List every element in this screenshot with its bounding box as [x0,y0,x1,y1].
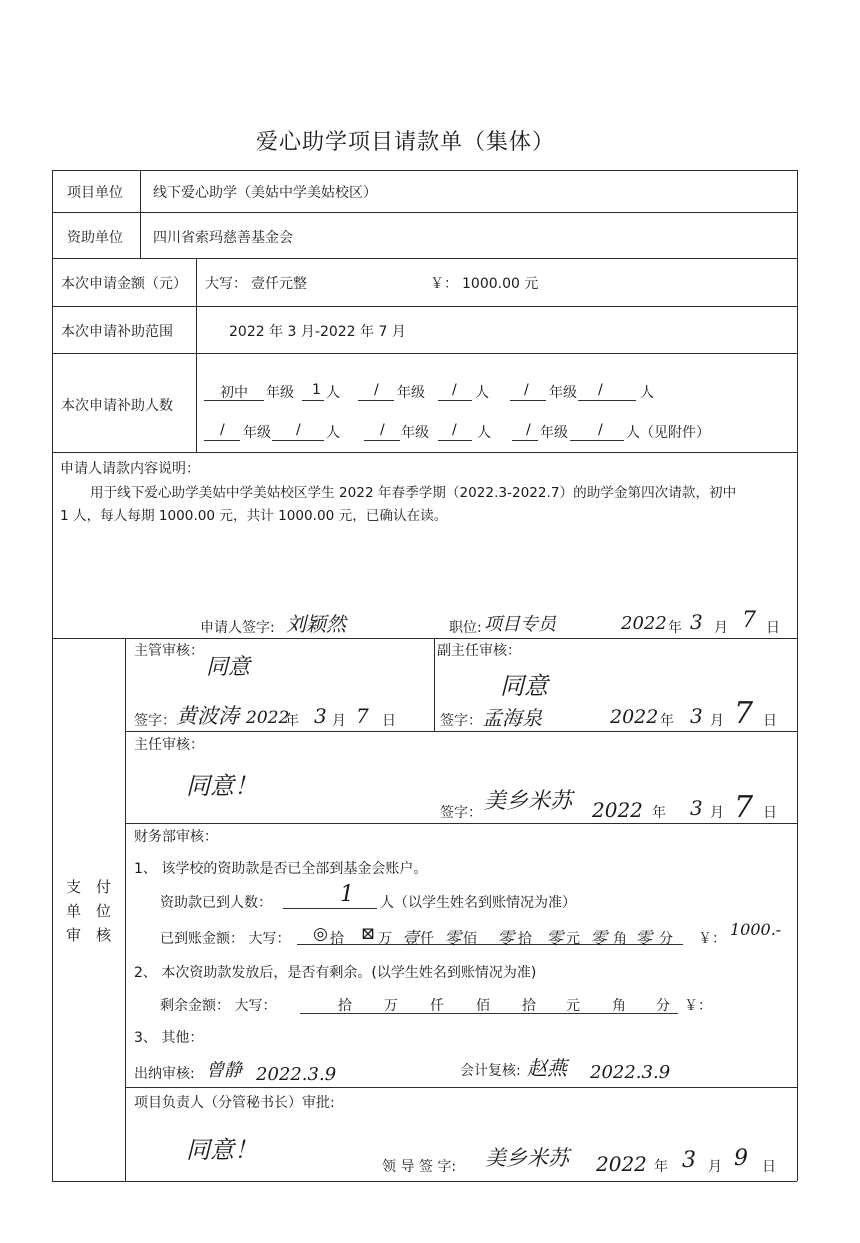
grade-word: 年级 [243,425,271,441]
received-count-value: 1 [340,882,354,907]
grade-value: 初中 [220,385,248,401]
mid-column-divider [434,638,435,731]
row-divider [52,638,797,639]
grade-word: 年级 [401,425,429,441]
side-label-char: 付 [96,878,112,896]
amount-uppercase: 壹仟元整 [251,276,307,292]
supervisor-month: 3 [314,704,327,728]
explanation-label: 申请人请款内容说明： [60,461,200,477]
count-value: 1 [312,382,321,398]
project-unit-value: 线下爱心助学（美姑中学美姑校区） [153,185,377,201]
grade-underline [510,400,546,401]
row-divider [125,823,797,824]
director-sign-label: 签字： [440,805,482,821]
applicant-month: 3 [690,610,703,634]
explanation-line2: 1 人，每人每期 1000.00 元，共计 1000.00 元，已确认在读。 [60,508,448,524]
supervisor-signature: 黄波涛 [176,704,239,728]
supervisor-year: 2022 [246,708,290,728]
arrived-unit: 仟 [420,931,434,947]
remain-amount-label: 剩余金额： 大写： [160,998,277,1014]
approval-year: 2022 [596,1152,647,1176]
day-unit: 日 [382,713,396,729]
director-day: 7 [734,790,754,825]
arrived-digit: ⊠ [361,924,376,944]
accountant-label: 会计复核: [460,1063,521,1079]
row-divider [125,731,797,732]
deputy-day: 7 [734,696,754,731]
cashier-label: 出纳审核: [134,1066,195,1082]
table-border-top [52,170,797,171]
arrived-digit: 零 [546,929,563,949]
month-unit: 月 [710,713,724,729]
row-divider [52,353,797,354]
month-unit: 月 [332,713,346,729]
supervisor-sign-label: 签字： [134,713,176,729]
table-border-right [797,170,798,1181]
accountant-signature: 赵燕 [527,1056,567,1080]
count-value: / [452,382,457,398]
cashier-signature: 曾静 [206,1060,242,1081]
grade-value: / [374,382,379,398]
day-unit: 日 [763,713,777,729]
received-count-suffix: 人（以学生姓名到账情况为准） [380,895,576,911]
table-border-left [52,170,53,1181]
approval-month: 3 [682,1148,696,1173]
grade-underline [204,400,264,401]
person-word: 人 [475,385,489,401]
supervisor-label: 主管审核： [134,643,204,659]
person-word: 人 [326,425,340,441]
arrived-amount-label: 已到账金额： 大写： [160,931,291,947]
see-attachment: （见附件） [640,425,710,441]
director-label: 主任审核： [134,737,204,753]
side-label-char: 核 [96,926,112,944]
deputy-comment: 同意 [500,672,548,700]
side-column-divider [125,638,126,1181]
side-label-char: 位 [96,902,112,920]
grade-value: / [524,382,529,398]
remain-unit: 角 [612,998,626,1014]
arrived-yen-label: ￥： [698,931,726,947]
arrived-unit: 拾 [330,931,344,947]
received-count-label: 资助款已到人数： [160,895,272,911]
year-unit: 年 [285,713,299,729]
arrived-digit: 零 [635,929,652,949]
year-unit: 年 [660,713,674,729]
applicant-day: 7 [742,608,756,633]
applicant-year: 2022 [621,613,667,634]
label-column-divider [140,170,141,258]
count-underline [578,400,636,401]
row-divider [52,258,797,259]
year-unit: 年 [668,620,682,636]
accountant-date: 2022.3.9 [590,1062,671,1083]
grade-value: / [220,422,225,438]
deputy-month: 3 [690,704,703,728]
arrived-unit: 拾 [518,931,532,947]
grade-word: 年级 [266,385,294,401]
day-unit: 日 [763,805,777,821]
remain-unit: 仟 [430,998,444,1014]
supervisor-day: 7 [356,704,369,728]
arrived-digit: 零 [444,929,461,949]
label-column-divider [196,258,197,452]
supervisor-comment: 同意 [206,655,251,680]
grade-word: 年级 [549,385,577,401]
explanation-line1: 用于线下爱心助学美姑中学美姑校区学生 2022 年春季学期（2022.3-2022.7）的助学金第四次请款，初中 [90,485,737,501]
remain-unit: 万 [384,998,398,1014]
side-label-char: 单 [66,902,82,920]
headcount-label: 本次申请补助人数 [61,398,173,414]
count-underline [438,400,472,401]
grade-word: 年级 [540,425,568,441]
count-underline [570,440,624,441]
grade-value: / [526,422,531,438]
remain-yen-label: ￥： [684,998,712,1014]
person-word: 人 [326,385,340,401]
arrived-unit: 角 [613,931,627,947]
arrived-unit: 元 [566,931,580,947]
person-word: 人 [626,425,640,441]
grade-underline [512,440,538,441]
director-signature: 美乡米苏 [484,789,573,814]
finance-label: 财务部审核： [134,829,218,845]
approval-comment: 同意！ [186,1136,258,1164]
arrived-unit: 万 [378,931,392,947]
amount-figure-label: ￥： [430,276,458,292]
deputy-label: 副主任审核： [437,643,521,659]
received-count-underline [283,908,377,909]
month-unit: 月 [710,805,724,821]
position-value: 项目专员 [484,614,556,635]
side-label-char: 审 [66,926,82,944]
finance-question-2: 2、 本次资助款发放后，是否有剩余。(以学生姓名到账情况为准) [134,965,537,981]
count-value: / [296,422,301,438]
year-unit: 年 [654,1159,668,1175]
approval-day: 9 [734,1146,748,1171]
arrived-digit: 零 [590,929,607,949]
arrived-unit: 分 [659,931,673,947]
finance-question-1: 1、 该学校的资助款是否已全部到基金会账户。 [134,861,428,877]
approval-label: 项目负责人（分管秘书长）审批: [134,1095,335,1111]
day-unit: 日 [762,1159,776,1175]
cashier-date: 2022.3.9 [256,1064,337,1085]
remain-unit: 拾 [522,998,536,1014]
amount-uppercase-label: 大写： [205,276,247,292]
funding-unit-label: 资助单位 [67,230,123,246]
project-unit-label: 项目单位 [67,185,123,201]
period-label: 本次申请补助范围 [61,324,173,340]
approval-signature: 美乡米苏 [485,1146,569,1170]
grade-underline [204,440,240,441]
period-value: 2022 年 3 月-2022 年 7 月 [229,324,406,340]
row-divider [52,212,797,213]
finance-question-3: 3、 其他： [134,1030,204,1046]
applicant-signature: 刘颖然 [286,612,346,636]
row-divider [52,306,797,307]
arrived-digit: 壹 [402,929,419,949]
count-underline [438,440,472,441]
deputy-year: 2022 [610,706,659,728]
deputy-sign-label: 签字： [440,713,482,729]
amount-label: 本次申请金额（元） [61,276,187,292]
month-unit: 月 [708,1159,722,1175]
approval-sign-label: 领 导 签 字: [382,1159,457,1175]
arrived-digit: 零 [497,929,514,949]
director-comment: 同意！ [186,772,258,800]
grade-value: / [380,422,385,438]
person-word: 人 [640,385,654,401]
position-label: 职位: [449,620,482,636]
count-value: / [452,422,457,438]
remain-unit: 拾 [338,998,352,1014]
applicant-sign-label: 申请人签字: [200,620,275,636]
arrived-unit: 佰 [463,931,477,947]
remain-unit: 佰 [476,998,490,1014]
director-year: 2022 [592,798,643,822]
deputy-signature: 孟海泉 [482,706,542,730]
person-word: 人 [477,425,491,441]
amount-figure: 1000.00 元 [462,276,539,292]
count-underline [302,400,324,401]
director-month: 3 [690,796,703,820]
form-title: 爱心助学项目请款单（集体） [256,130,556,155]
count-value: / [598,422,603,438]
grade-underline [358,400,394,401]
arrived-figure: 1000.- [730,920,782,939]
year-unit: 年 [652,805,666,821]
arrived-digit: ◎ [313,924,328,944]
row-divider [52,452,797,453]
day-unit: 日 [766,620,780,636]
row-divider [125,1087,797,1088]
grade-word: 年级 [397,385,425,401]
count-value: / [598,382,603,398]
count-underline [272,440,324,441]
remain-unit: 元 [566,998,580,1014]
table-border-bottom [52,1181,797,1182]
grade-underline [364,440,400,441]
side-label-char: 支 [66,878,82,896]
remain-unit: 分 [656,998,670,1014]
funding-unit-value: 四川省索玛慈善基金会 [153,230,293,246]
month-unit: 月 [714,620,728,636]
